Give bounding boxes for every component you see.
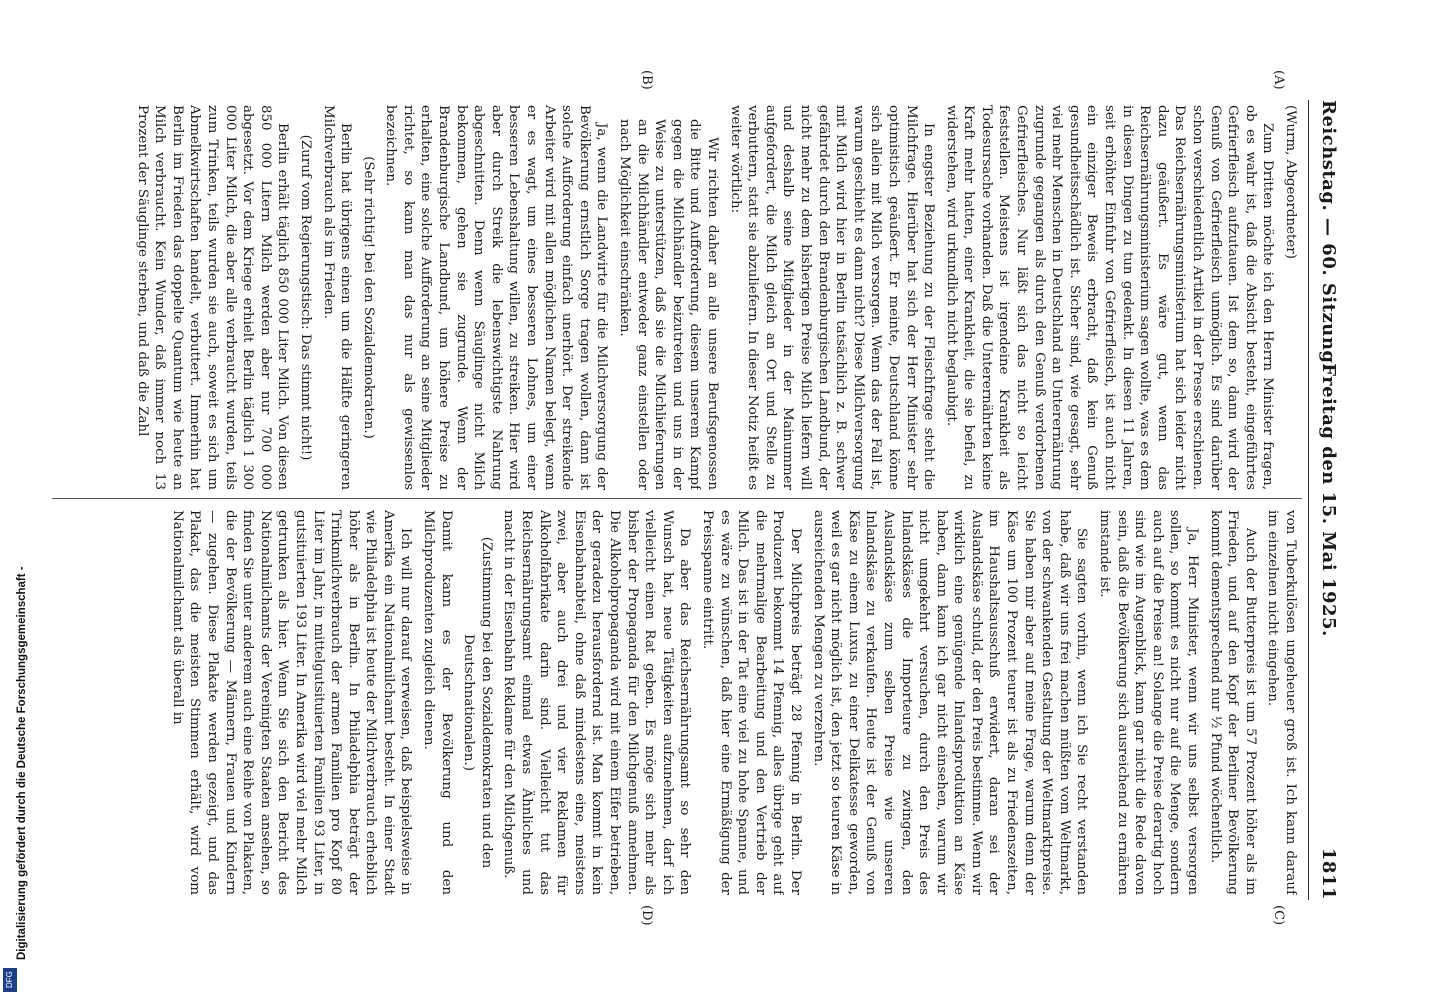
interjection: (Zuruf vom Regierungstisch: Das stimmt nicht!) xyxy=(297,134,313,461)
page-number: 1811 xyxy=(1318,847,1339,900)
paragraph: Ja, Herr Minister, wenn wir uns selbst versorgen sollen, so kommt es nicht nur auf die Menge, sondern auch auf die Preise an! Solange die Preise derartig hoch sind wie im Augenblick, kann gar nicht die Rede davon sein, daß die Bevölkerung sich ausreichend zu ernähren imstande ist. xyxy=(1097,510,1201,895)
paragraph: Da aber das Reichsernährungsamt so sehr den Wunsch hat, neue Tätigkeiten aufzunehmen, darf ich vielleicht einen Rat geben. Es möge sich mehr als bisher der Propaganda für den Milchgenuß annehmen. Die Alkoholpropaganda wird mit einem Eifer betrieben, der geradezu herausfordernd ist. Man kommt in kein Eisenbahnabteil, ohne daß mindestens eine, meistens zwei, aber auch drei und vier Reklamen für Alkoholfabrikate darin sind. Vielleicht tut das Reichsernährungsamt einmal etwas Ähnliches und macht in der Eisenbahn Reklame für den Milchgenuß. xyxy=(501,510,693,895)
right-column xyxy=(59,510,1299,895)
credit-text: Digitalisierung gefördert durch die Deutsche Forschungsgemeinschaft - xyxy=(16,566,28,960)
header-date: Freitag den 15. Mai 1925. xyxy=(1318,363,1339,637)
margin-marker-c: (C) xyxy=(1271,905,1286,926)
margin-marker-a: (A) xyxy=(1271,70,1286,90)
paragraph: Ja, wenn die Landwirte für die Milchversorgung der Bevölkerung ernstlich Sorge tragen wollen, dann ist solche Aufforderung einfach unerhört. Der streikende Arbeiter wird mit allen möglichen Namen belegt, wenn er es wagt, um eines besseren Lohnes, um einer besseren Lebenshaltung willen, zu streiken. Hier wird aber durch Streik die lebenswichtigste Nahrung abgeschnitten. Denn wenn Säuglinge nicht Milch bekommen, gehen sie zugrunde. Wenn der Brandenburgische Landbund, um höhere Preise zu erhalten, eine solche Aufforderung an seine Mitglieder richtet, so kann man das nur als gewissenlos bezeichnen. xyxy=(383,105,610,490)
paragraph: Zum Dritten möchte ich den Herrn Minister fragen, ob es wahr ist, daß die Absicht besteht, eingeführtes Gefrierfleisch aufzutauen. Ist dem so, dann wird der Genuß von Gefrierfleisch unmöglich. Es sind darüber schon verschiedentlich Artikel in der Presse erschienen. Das Reichsernährungsministerium hat sich leider nicht dazu geäußert. Es wäre gut, wenn das Reichsernährungsministerium sagen wollte, was es dem in diesen Dingen zu tun gedenkt. In diesen 11 Jahren, seit erhöhter Einfuhr von Gefrierfleisch, ist auch nicht ein einziger Beweis erbracht, daß kein Genuß gesundheitsschädlich ist. Sicher sind, wie gesagt, sehr viel mehr Menschen in Deutschland an Unterernährung zugrunde gegangen als durch den Genuß verdorbenen Gefrierfleisches. Nur läßt sich das nicht so leicht feststellen. Meistens ist irgendeine Krankheit als Todesursache vorhanden. Daß die Unterernährten keine Kraft mehr hatten, einer Krankheit, die sie befiel, zu widerstehen, wird urkundlich nicht beglaubigt. xyxy=(943,105,1276,490)
paragraph: Ich will nur darauf verweisen, daß beispielsweise in Amerika ein Nationalmilchamt besteht. In einer Stadt wie Philadelphia ist heute der Milchverbrauch erheblich höher als in Berlin. In Philadelphia beträgt der Trinkmilchverbrauch der armen Familien pro Kopf 80 Liter im Jahr, in mittelgutsituierten Familien 93 Liter, in gutsituierten 193 Liter. In Amerika wird viel mehr Milch getrunken als hier. Wenn Sie sich den Bericht des Nationalmilchamts der Vereinigten Staaten ansehen, so finden Sie unter anderem auch eine Reihe von Plakaten, die der Bevölkerung — Männern, Frauen und Kindern — zugehen. Diese Plakate werden gezeigt, und das Plakat, das die meisten Stimmen erhält, wird vom Nationalmilchamt als überall in xyxy=(169,510,414,895)
paragraph: Berlin erhält täglich 850 000 Liter Milch. Von diesen 850 000 Litern Milch werden aber nur 700 000 abgesetzt. Vor dem Kriege erhielt Berlin täglich 1 300 000 Liter Milch, die aber alle verbraucht wurden, teils zum Trinken, teils wurden sie auch, soweit es sich um Abmelkwirtschaften handelt, verbuttert. Immerhin hat Berlin im Frieden das doppelte Quantum wie heute an Milch verbraucht. Kein Wunder, daß immer noch 13 Prozent der Säuglinge sterben, und daß die Zahl xyxy=(134,105,291,490)
paragraph: Auch der Butterpreis ist um 57 Prozent höher als im Frieden, und auf den Kopf der Berliner Bevölkerung kommt dementsprechend nur ½ Pfund wöchentlich. xyxy=(1207,510,1258,895)
interjection: (Sehr richtig! bei den Sozialdemokraten.) xyxy=(360,156,376,439)
column-divider xyxy=(52,498,1302,499)
margin-marker-d: (D) xyxy=(639,905,654,926)
paragraph: Der Milchpreis beträgt 28 Pfennig in Berlin. Der Produzent bekommt 14 Pfennig, alles übrige geht auf die mehrmalige Bearbeitung und den Vertrieb der Milch. Das ist in der Tat eine viel zu hohe Spanne, und es wäre zu wünschen, daß hier eine Ermäßigung der Preisspanne eintritt. xyxy=(700,510,803,895)
left-column xyxy=(59,105,1299,490)
dfg-logo: DFG xyxy=(3,968,17,992)
speaker-line: (Wurm, Abgeordneter) xyxy=(1283,105,1298,259)
paragraph: Sie sagten vorhin, wenn ich Sie recht verstanden habe, daß wir uns frei machen müßten vom Weltmarkt, von der schwankenden Gestaltung der Weltmarktpreise. Sie haben mir aber auf meine Frage, warum denn der Käse um 100 Prozent teurer ist als zu Friedenszeiten, im Haushaltsausschuß erwidert, daran sei der Auslandskäse schuld, der den Preis bestimme. Wenn wir wirklich eine genügende Inlandsproduktion an Käse haben, dann kann ich gar nicht einsehen, warum wir nicht umgekehrt versuchen, durch den Preis des Inlandskäses die Importeure zu zwingen, den Auslandskäse zum selben Preise wie unseren Inlandskäse zu verkaufen. Heute ist der Genuß von Käse zu einem Luxus, zu einer Delikatesse geworden, weil es gar nicht möglich ist, den jetzt so teuren Käse in ausreichenden Mengen zu verzehren. xyxy=(810,510,1090,895)
header-rule xyxy=(1308,100,1309,900)
paragraph: von Tuberkulösen ungeheuer groß ist. Ich kann darauf im einzelnen nicht eingehen. xyxy=(1265,510,1298,895)
margin-marker-b: (B) xyxy=(639,70,654,90)
interjection: (Zustimmung bei den Sozialdemokraten und den Deutschnationalen.) xyxy=(461,536,494,869)
paragraph: Berlin hat übrigens einen um die Hälfte geringeren Milchverbrauch als im Frieden. xyxy=(320,105,354,490)
quote-paragraph: Wir richten daher an alle unsere Berufsgenossen die Bitte und Aufforderung, diesem unserem Kampf gegen die Milchhändler beizutreten und uns in der Weise zu unterstützen, daß sie die Milchlieferungen an die Milchhändler entweder ganz einstellen oder nach Möglichkeit einschränken. xyxy=(617,119,720,490)
header-left: Reichstag. — 60. Sitzung. xyxy=(1318,100,1339,371)
funding-credit xyxy=(0,0,28,1000)
page-header xyxy=(1309,100,1339,900)
paragraph: Damit kann es der Bevölkerung und den Milchproduzenten zugleich dienen. xyxy=(421,510,454,895)
paragraph: In engster Beziehung zu der Fleischfrage steht die Milchfrage. Hierüber hat sich der Herr Minister sehr optimistisch geäußert. Er meinte, Deutschland könne sich allein mit Milch versorgen. Wenn das der Fall ist, warum geschieht es dann nicht? Diese Milchversorgung mit Milch wird hier in Berlin tatsächlich z. B. schwer gefährdet durch den Brandenburgischen Landbund, der nicht mehr zu dem bisherigen Preise Milch liefern will und deshalb seine Mitglieder in der Mainummer aufgefordert, die Milch gleich an Ort und Stelle zu verbuttern, statt sie abzuliefern. In dieser Notiz heißt es weiter wörtlich: xyxy=(727,105,937,490)
